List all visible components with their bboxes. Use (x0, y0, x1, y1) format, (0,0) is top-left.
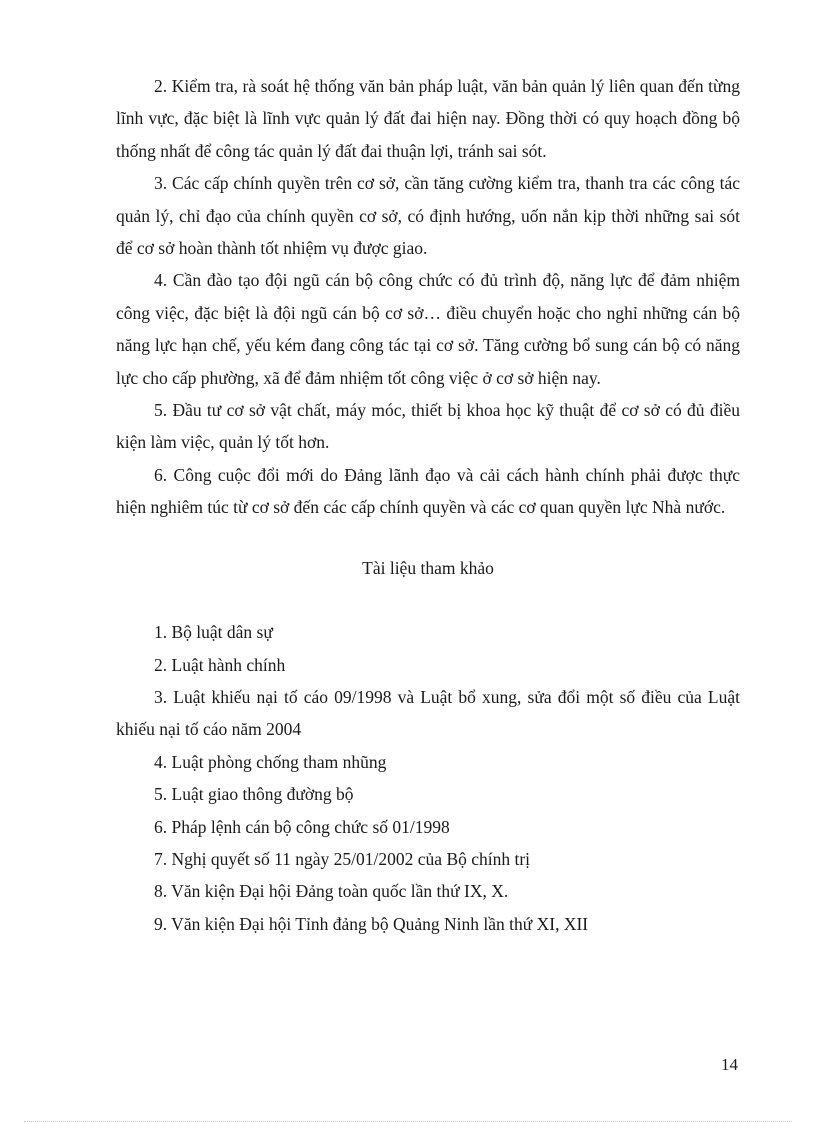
reference-item: 7. Nghị quyết số 11 ngày 25/01/2002 của Bộ chính trị (154, 848, 531, 869)
reference-item: 3. Luật khiếu nại tố cáo 09/1998 và Luật bổ xung, sửa đổi một số điều của Luật khiếu nại tố cáo năm 2004 (116, 686, 740, 740)
reference-item: 8. Văn kiện Đại hội Đảng toàn quốc lần thứ IX, X. (154, 881, 509, 902)
page-number: 14 (721, 1055, 738, 1074)
reference-item: 5. Luật giao thông đường bộ (154, 784, 354, 805)
paragraph-4: 4. Cần đào tạo đội ngũ cán bộ công chức có đủ trình độ, năng lực để đảm nhiệm công việc, đặc biệt là đội ngũ cán bộ cơ sở… điều chuyển hoặc cho nghỉ những cán bộ năng lực hạn chế, yếu kém đang công tác tại cơ sở. Tăng cường bổ sung cán bộ có năng lực cho cấp phường, xã để đảm nhiệm tốt công việc ở cơ sở hiện nay. (116, 270, 740, 388)
reference-item: 1. Bộ luật dân sự (154, 622, 273, 643)
reference-item: 6. Pháp lệnh cán bộ công chức số 01/1998 (154, 816, 450, 837)
document-page (116, 70, 740, 940)
paragraph-6: 6. Công cuộc đổi mới do Đảng lãnh đạo và cải cách hành chính phải được thực hiện nghiêm túc từ cơ sở đến các cấp chính quyền và các cơ quan quyền lực Nhà nước. (116, 464, 740, 518)
reference-item: 9. Văn kiện Đại hội Tỉnh đảng bộ Quảng Ninh lần thứ XI, XII (154, 913, 589, 934)
page-bottom-divider (24, 1121, 792, 1122)
paragraph-2: 2. Kiểm tra, rà soát hệ thống văn bản pháp luật, văn bản quản lý liên quan đến từng lĩnh vực, đặc biệt là lĩnh vực quản lý đất đai hiện nay. Đồng thời có quy hoạch đồng bộ thống nhất để công tác quản lý đất đai thuận lợi, tránh sai sót. (116, 76, 740, 161)
reference-item: 4. Luật phòng chống tham nhũng (154, 751, 387, 772)
references-list (116, 616, 740, 940)
paragraph-5: 5. Đầu tư cơ sở vật chất, máy móc, thiết bị khoa học kỹ thuật để cơ sở có đủ điều kiện làm việc, quản lý tốt hơn. (116, 400, 740, 453)
reference-item: 2. Luật hành chính (154, 654, 286, 675)
references-heading: Tài liệu tham khảo (362, 557, 494, 578)
paragraph-3: 3. Các cấp chính quyền trên cơ sở, cần tăng cường kiểm tra, thanh tra các công tác quản lý, chỉ đạo của chính quyền cơ sở, có định hướng, uốn nắn kịp thời những sai sót để cơ sở hoàn thành tốt nhiệm vụ được giao. (116, 173, 740, 259)
